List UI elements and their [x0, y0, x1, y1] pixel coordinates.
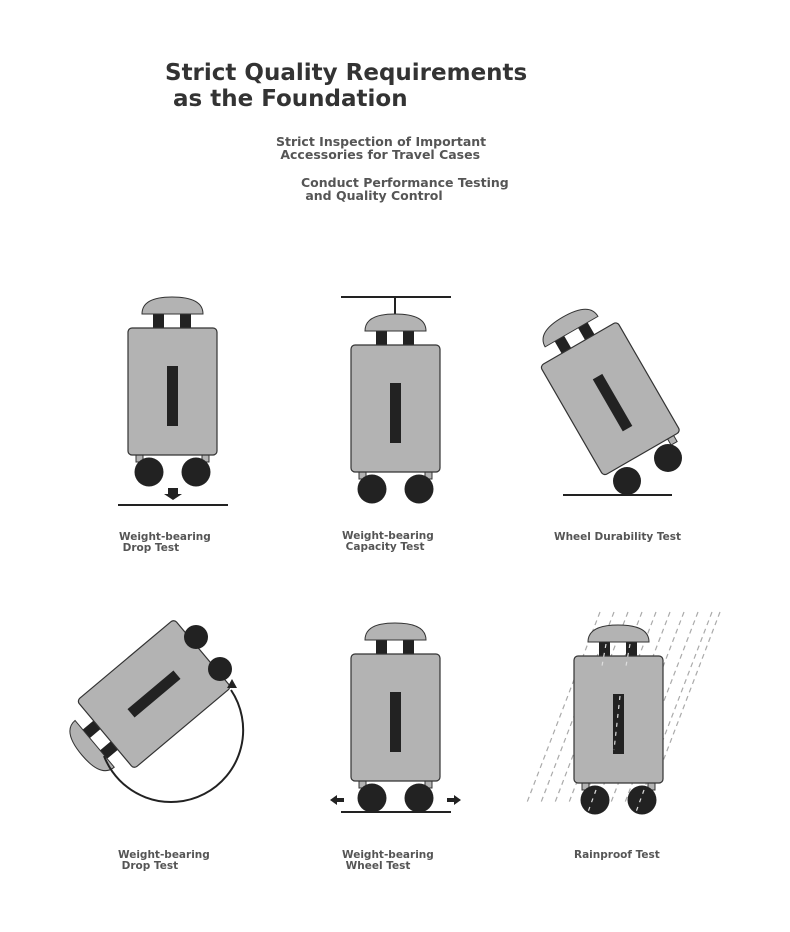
subtitle-testing: Conduct Performance Testing and Quality Control: [301, 175, 509, 203]
suitcase-hanging-icon: [341, 297, 451, 504]
suitcase-rotation-icon: [62, 619, 243, 802]
suitcase-drop-icon: [118, 297, 228, 505]
test-label-drop-rotation: Weight-bearing Drop Test: [118, 849, 210, 872]
test-label-capacity: Weight-bearing Capacity Test: [342, 530, 434, 553]
suitcase-rolling-icon: [330, 623, 461, 813]
test-label-wheel-durability: Wheel Durability Test: [554, 531, 681, 543]
subtitle-inspection: Strict Inspection of Important Accessories for Travel Cases: [276, 134, 487, 162]
page-title: Strict Quality Requirements as the Foundation: [165, 60, 528, 112]
test-label-drop: Weight-bearing Drop Test: [119, 531, 211, 554]
suitcase-tilted-wheel-icon: [525, 295, 685, 495]
test-label-rainproof: Rainproof Test: [574, 849, 660, 861]
suitcase-rain-icon: [526, 612, 720, 815]
test-label-wheel: Weight-bearing Wheel Test: [342, 849, 434, 872]
